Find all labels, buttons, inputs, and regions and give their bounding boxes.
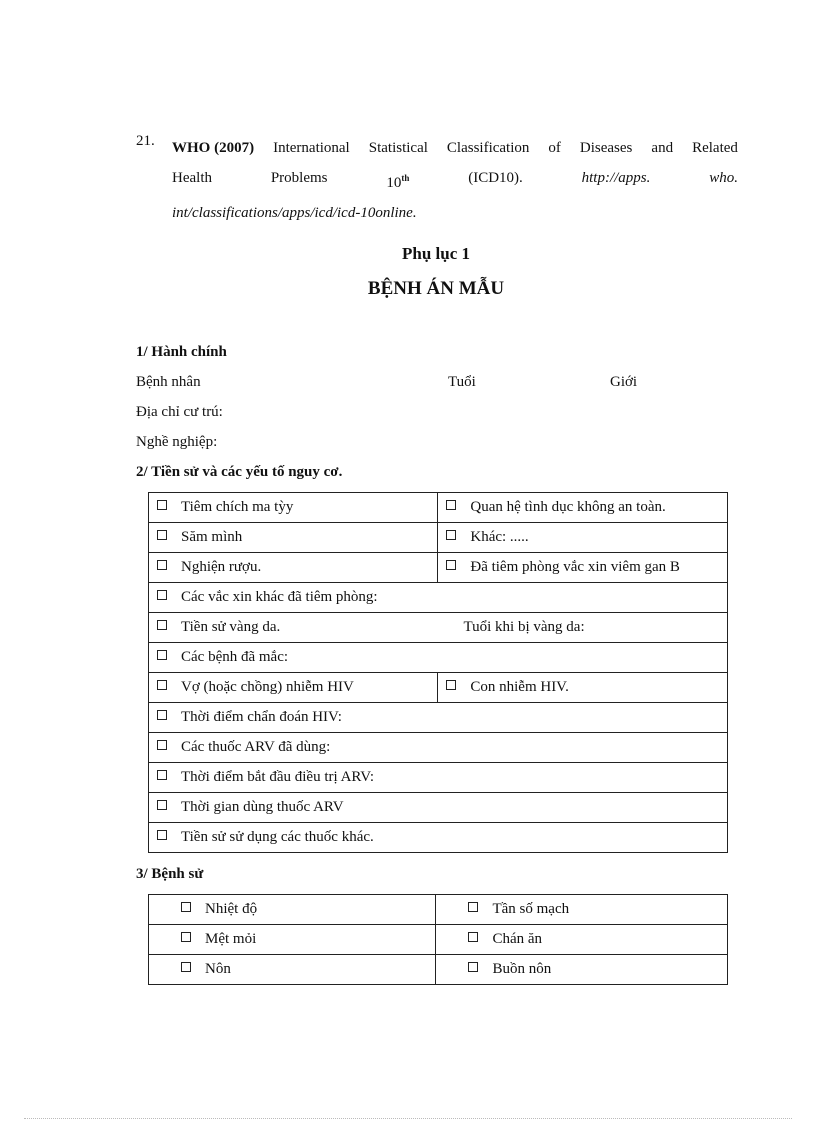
table-cell[interactable] — [149, 895, 436, 925]
checkbox-icon[interactable] — [181, 932, 191, 942]
option-label: Nhiệt độ — [205, 901, 258, 917]
table-cell[interactable] — [149, 763, 728, 793]
table-row — [149, 895, 728, 925]
option-label: Nghiện rượu. — [181, 559, 262, 575]
table-row — [149, 793, 728, 823]
table-row — [149, 703, 728, 733]
option-label: Săm mình — [181, 529, 243, 545]
table-cell[interactable] — [149, 925, 436, 955]
table-cell[interactable] — [149, 733, 728, 763]
checkbox-icon[interactable] — [446, 530, 456, 540]
table-cell[interactable] — [149, 793, 728, 823]
reference-url-part: who. — [709, 170, 738, 186]
reference-url: int/classifications/apps/icd/icd-10online. — [172, 205, 417, 221]
option-label: Các thuốc ARV đã dùng: — [181, 739, 331, 755]
reference-word: Diseases — [579, 140, 633, 156]
checkbox-icon[interactable] — [157, 770, 167, 780]
appendix-label: Phụ lục 1 — [401, 244, 471, 263]
option-label: Các vắc xin khác đã tiêm phòng: — [181, 589, 378, 605]
table-cell[interactable] — [436, 955, 728, 985]
checkbox-icon[interactable] — [157, 620, 167, 630]
option-label: Nôn — [205, 961, 231, 977]
table-cell[interactable] — [438, 523, 728, 553]
option-label: Tiêm chích ma tỳy — [181, 499, 294, 515]
table-cell[interactable] — [438, 493, 728, 523]
option-label: Mệt mỏi — [205, 931, 257, 947]
checkbox-icon[interactable] — [157, 590, 167, 600]
option-label: Khác: ..... — [470, 529, 529, 545]
table-cell[interactable] — [438, 553, 728, 583]
option-label: Thời điểm bắt đầu điều trị ARV: — [181, 769, 375, 785]
reference-word: (ICD10). — [468, 170, 523, 186]
reference-author-year — [172, 133, 254, 163]
checkbox-icon[interactable] — [468, 902, 478, 912]
table-cell[interactable] — [149, 643, 728, 673]
table-cell[interactable] — [149, 703, 728, 733]
checkbox-icon[interactable] — [157, 560, 167, 570]
table-cell[interactable] — [149, 613, 728, 643]
checkbox-icon[interactable] — [157, 680, 167, 690]
checkbox-icon[interactable] — [446, 500, 456, 510]
reference-word: Statistical — [368, 140, 428, 156]
option-label: Con nhiễm HIV. — [470, 679, 569, 695]
table-row — [149, 613, 728, 643]
table-row — [149, 733, 728, 763]
address-label: Địa chỉ cư trú: — [136, 404, 223, 420]
checkbox-icon[interactable] — [157, 530, 167, 540]
option-label: Tiền sử sử dụng các thuốc khác. — [181, 829, 374, 845]
option-label: Chán ăn — [492, 931, 543, 947]
reference-word: International — [273, 140, 350, 156]
table-row — [149, 493, 728, 523]
table-cell[interactable] — [438, 673, 728, 703]
table-row — [149, 763, 728, 793]
table-row — [149, 823, 728, 853]
option-label: Thời điểm chẩn đoán HIV: — [181, 709, 342, 725]
checkbox-icon[interactable] — [157, 830, 167, 840]
reference-word: Problems — [270, 170, 328, 186]
table-cell[interactable] — [436, 925, 728, 955]
table-row — [149, 925, 728, 955]
table-cell[interactable] — [149, 673, 438, 703]
form-title: BỆNH ÁN MẪU — [367, 278, 505, 299]
table-cell[interactable] — [149, 523, 438, 553]
checkbox-icon[interactable] — [446, 680, 456, 690]
option-label: Buồn nôn — [492, 961, 552, 977]
table-cell[interactable] — [436, 895, 728, 925]
checkbox-icon[interactable] — [468, 962, 478, 972]
reference-word: Health — [172, 170, 212, 186]
checkbox-icon[interactable] — [157, 650, 167, 660]
reference-year: (2007) — [214, 140, 255, 156]
option-label: Quan hệ tình dục không an toàn. — [470, 499, 666, 515]
reference-word: Related — [692, 140, 738, 156]
occupation-label: Nghề nghiệp: — [136, 434, 218, 450]
checkbox-icon[interactable] — [468, 932, 478, 942]
checkbox-icon[interactable] — [181, 902, 191, 912]
table-cell[interactable] — [149, 955, 436, 985]
age-label: Tuổi — [448, 374, 476, 390]
section-history-heading: 2/ Tiền sử và các yếu tố nguy cơ. — [136, 464, 343, 480]
table-cell[interactable] — [149, 553, 438, 583]
checkbox-icon[interactable] — [157, 740, 167, 750]
option-label: Đã tiêm phòng vắc xin viêm gan B — [470, 559, 680, 575]
illness-table — [148, 894, 728, 985]
table-cell[interactable] — [149, 823, 728, 853]
checkbox-icon[interactable] — [181, 962, 191, 972]
sex-label: Giới — [610, 374, 638, 390]
table-row — [149, 673, 728, 703]
table-row — [149, 583, 728, 613]
reference-entry — [172, 133, 738, 228]
reference-line-1 — [172, 133, 738, 163]
table-cell[interactable] — [149, 493, 438, 523]
reference-line-2 — [172, 163, 738, 198]
reference-word: Classification — [446, 140, 530, 156]
history-table — [148, 492, 728, 853]
table-row — [149, 523, 728, 553]
reference-author: WHO — [172, 140, 211, 156]
option-label: Vợ (hoặc chồng) nhiễm HIV — [181, 679, 354, 695]
table-row — [149, 553, 728, 583]
reference-url-part: http://apps. — [581, 170, 651, 186]
page-bottom-rule — [24, 1118, 792, 1119]
reference-number: 21. — [136, 133, 155, 149]
table-row — [149, 955, 728, 985]
checkbox-icon[interactable] — [157, 800, 167, 810]
section-illness-heading: 3/ Bệnh sử — [136, 866, 204, 882]
reference-word: and — [651, 140, 674, 156]
section-admin-heading: 1/ Hành chính — [136, 344, 227, 360]
option-label: Tiền sử vàng da. — [181, 619, 281, 635]
checkbox-icon[interactable] — [157, 710, 167, 720]
option-label: Các bệnh đã mắc: — [181, 649, 289, 665]
checkbox-icon[interactable] — [157, 500, 167, 510]
reference-edition-number: 10 — [386, 175, 402, 191]
option-label: Thời gian dùng thuốc ARV — [181, 799, 344, 815]
table-row — [149, 643, 728, 673]
jaundice-age-label: Tuổi khi bị vàng da: — [463, 619, 585, 635]
checkbox-icon[interactable] — [446, 560, 456, 570]
reference-edition — [386, 163, 409, 198]
reference-superscript: th — [401, 173, 410, 183]
reference-word: of — [548, 140, 561, 156]
patient-name-label: Bệnh nhân — [136, 374, 201, 390]
table-cell[interactable] — [149, 583, 728, 613]
option-label: Tần số mạch — [492, 901, 570, 917]
